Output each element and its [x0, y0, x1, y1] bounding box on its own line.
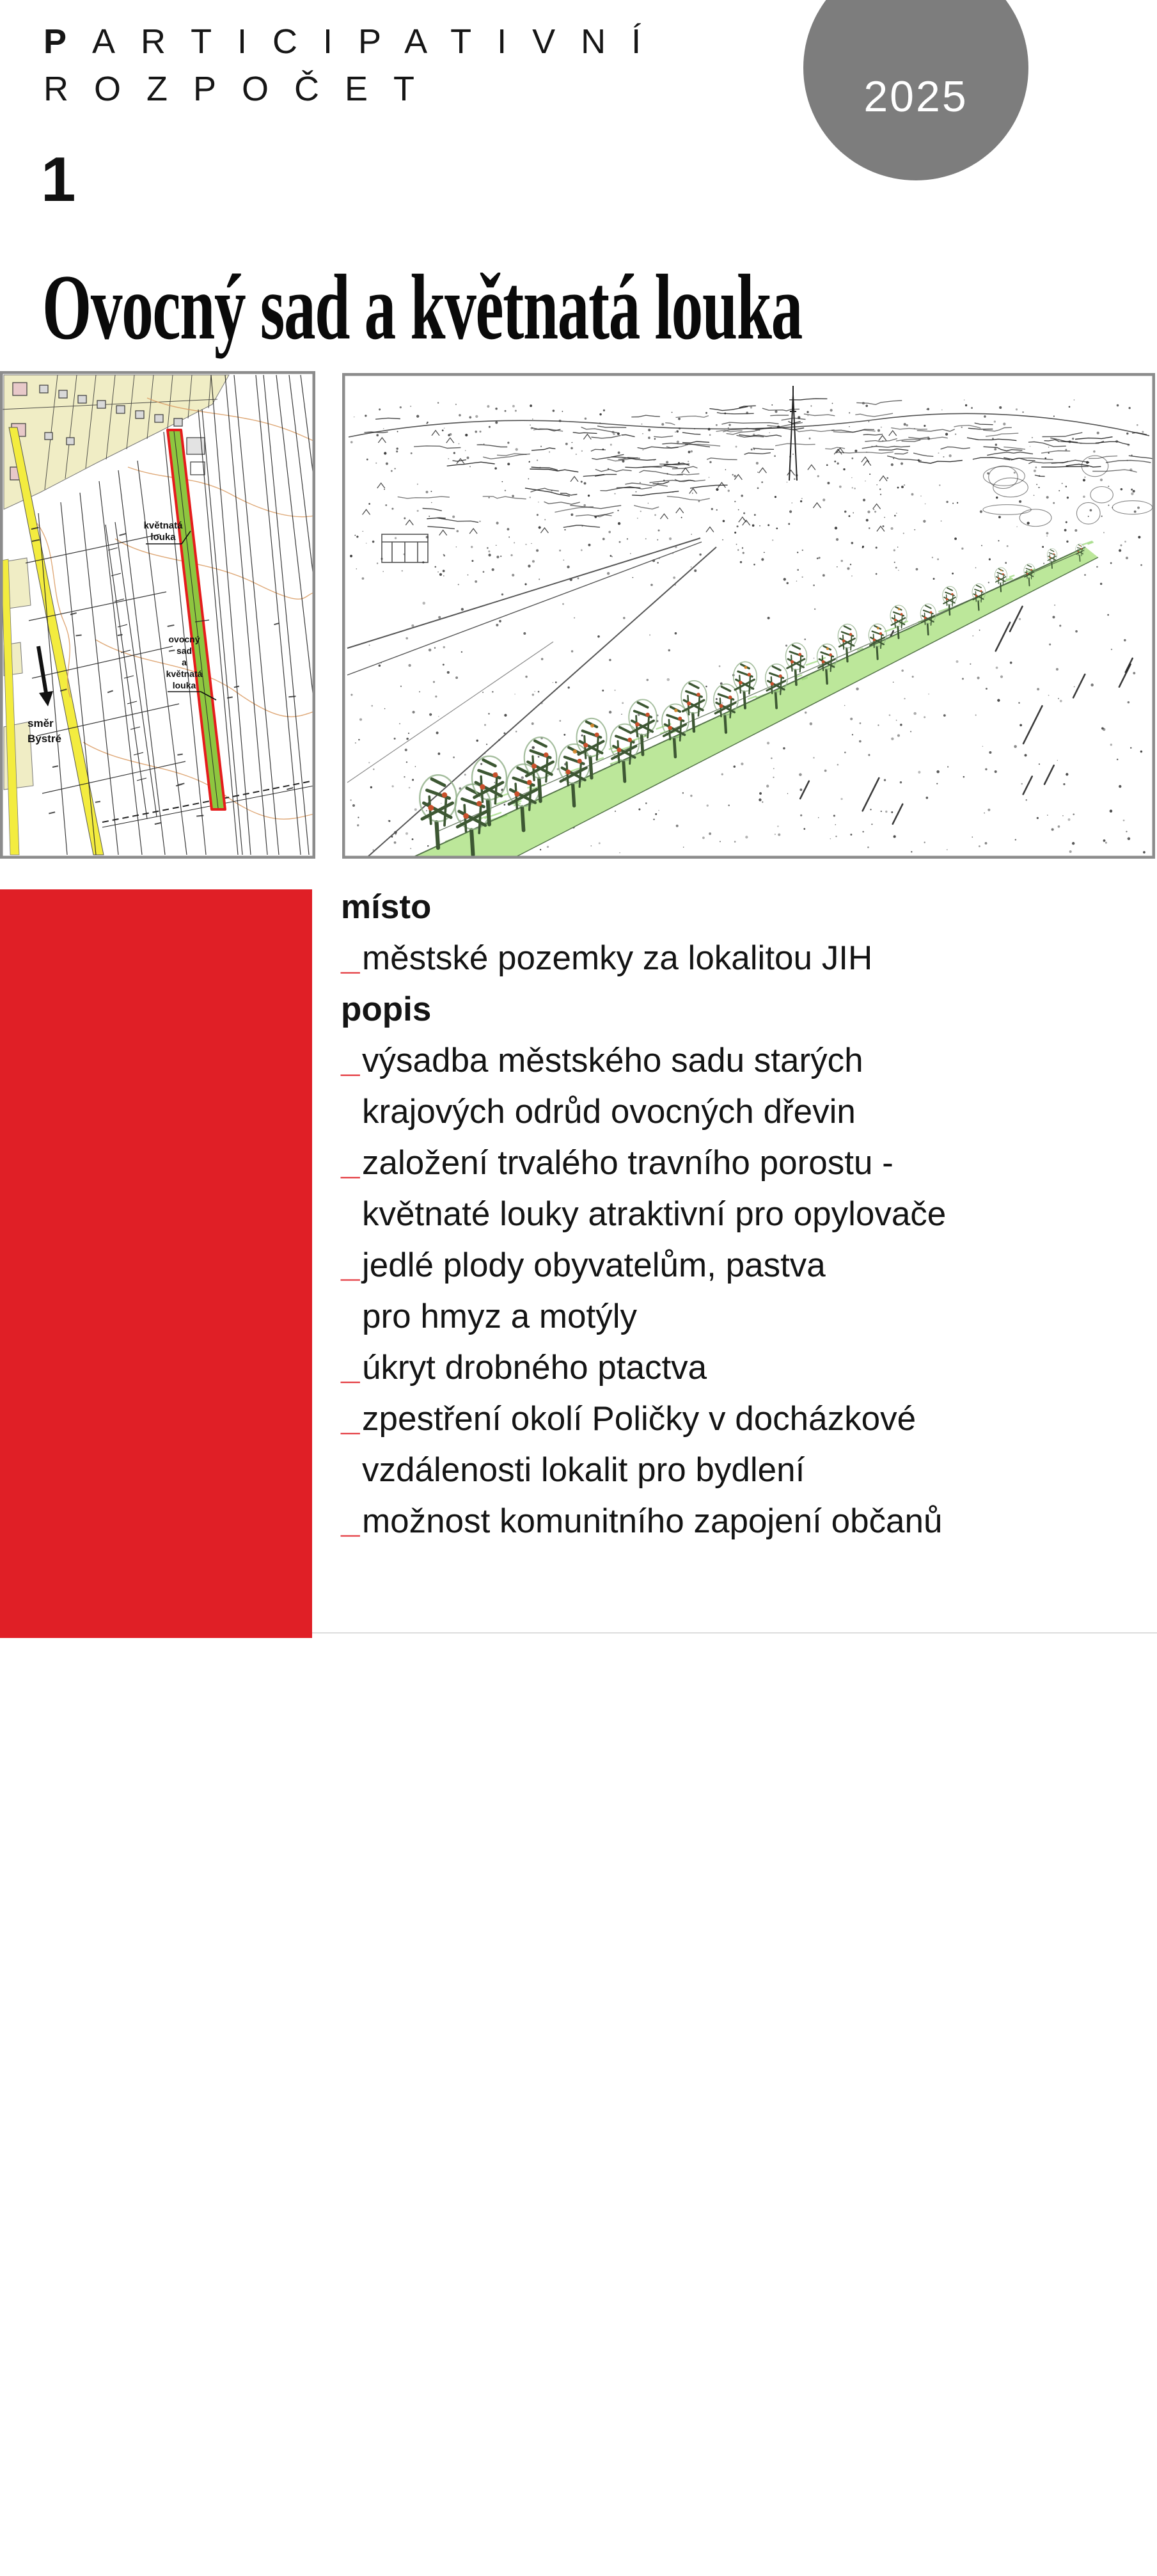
- section-heading-popis: popis: [341, 990, 432, 1028]
- svg-text:směr: směr: [28, 717, 54, 729]
- svg-text:květnatá: květnatá: [143, 520, 183, 531]
- brand-line-1: [43, 18, 666, 65]
- bullet-item: [341, 1035, 1157, 1138]
- bullet-item: [341, 1240, 1157, 1342]
- bullet-text: možnost komunitního zapojení občanů: [362, 1502, 943, 1540]
- sidebar-label: návrh číslo 1: [130, 1963, 175, 2421]
- bullet-dash-icon: _: [341, 1144, 360, 1182]
- sidebar-band: [0, 889, 312, 2421]
- svg-text:ovocný: ovocný: [168, 634, 200, 644]
- content-column: [341, 882, 1157, 1547]
- brand-title: [43, 18, 666, 113]
- svg-text:louka: louka: [150, 532, 176, 543]
- bullet-dash-icon: _: [341, 1502, 360, 1540]
- bullet-item: [341, 1394, 1157, 1496]
- bullet-item: [341, 1342, 1157, 1394]
- bullet-dash-icon: _: [341, 1400, 360, 1438]
- site-map-image: [0, 371, 315, 859]
- bullet-dash-icon: _: [341, 1349, 360, 1387]
- year-badge: [803, 0, 1028, 180]
- bullet-item: [341, 1496, 1157, 1547]
- bullet-text: založení trvalého travního porostu - květnaté louky atraktivní pro opylovače: [362, 1144, 947, 1233]
- bullet-dash-icon: _: [341, 1042, 360, 1079]
- page-title: Ovocný sad a květnatá louka: [42, 255, 802, 359]
- bullet-text: úkryt drobného ptactva: [362, 1349, 707, 1387]
- brand-initial: P: [43, 22, 93, 61]
- bullet-item: [341, 933, 1157, 984]
- bullet-text: městské pozemky za lokalitou JIH: [362, 939, 873, 977]
- bullet-dash-icon: _: [341, 939, 360, 977]
- svg-text:louka: louka: [172, 680, 196, 690]
- bullet-text: jedlé plody obyvatelům, pastva pro hmyz a motýly: [362, 1246, 826, 1335]
- bullet-dash-icon: _: [341, 1246, 360, 1284]
- svg-text:sad: sad: [176, 646, 193, 656]
- brand-line1-rest: ARTICIPATIVNÍ: [92, 22, 667, 61]
- bullet-item: [341, 1138, 1157, 1240]
- brand-line-2: ROZPOČET: [43, 70, 441, 108]
- section-heading-misto: místo: [341, 888, 432, 926]
- bottom-divider: [312, 1632, 1157, 1634]
- visualisation-sketch-image: [342, 373, 1155, 859]
- proposal-number: 1: [41, 144, 76, 214]
- bullet-text: zpestření okolí Poličky v docházkové vzdálenosti lokalit pro bydlení: [362, 1400, 917, 1489]
- svg-text:Bystré: Bystré: [28, 733, 61, 745]
- svg-text:a: a: [182, 657, 187, 667]
- year-badge-text: 2025: [863, 72, 968, 121]
- svg-text:květnatá: květnatá: [166, 669, 203, 679]
- bullet-text: výsadba městského sadu starých krajových odrůd ovocných dřevin: [362, 1042, 863, 1131]
